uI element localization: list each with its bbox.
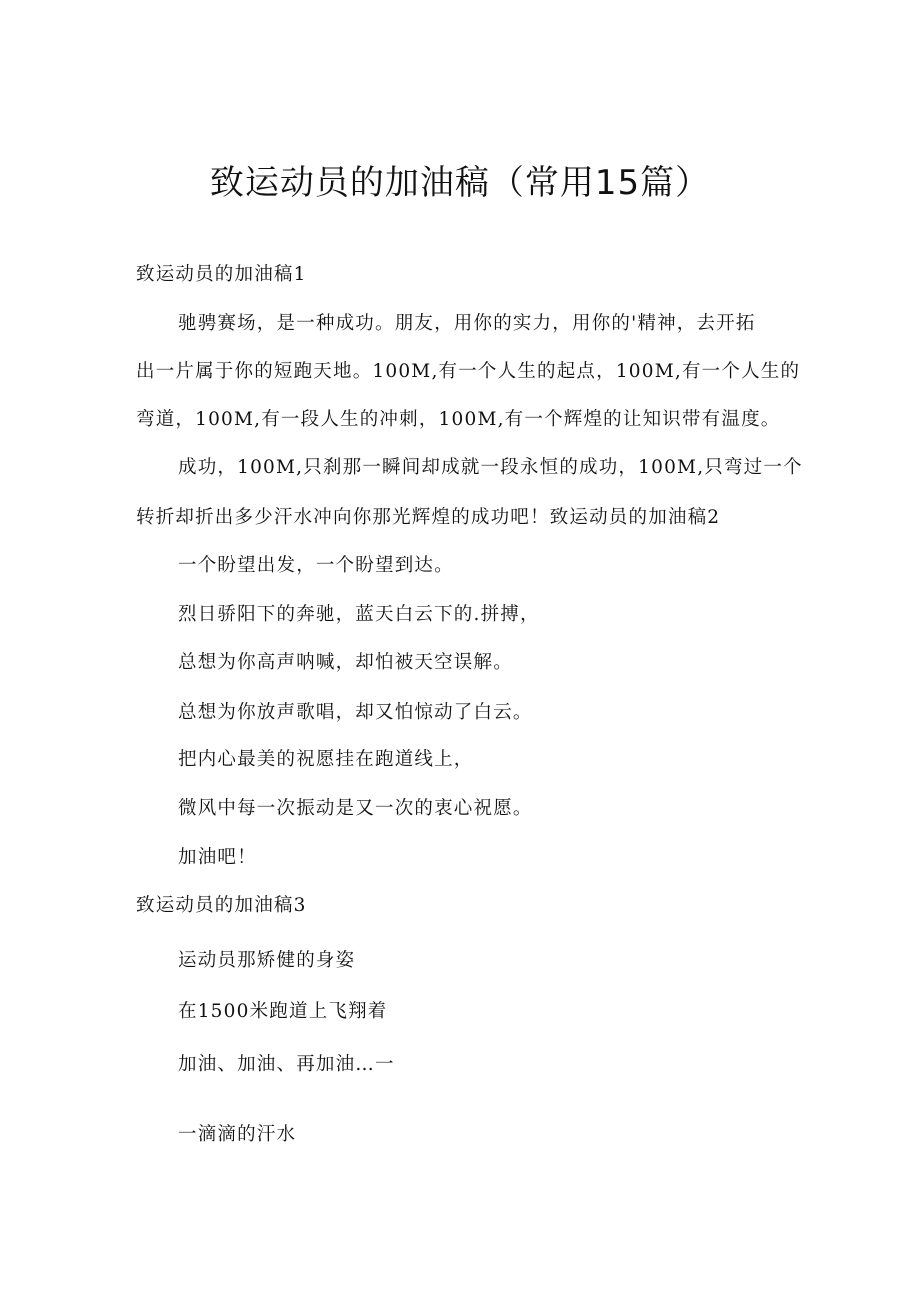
poem-line: 运动员那矫健的身姿 [178,950,356,971]
poem-line: 烈日骄阳下的奔驰，蓝天白云下的.拼搏， [178,604,540,625]
paragraph-line: 转折却折出多少汗水冲向你那光辉煌的成功吧！致运动员的加油稿2 [136,507,721,528]
poem-line: 总想为你放声歌唱，却又怕惊动了白云。 [178,702,533,723]
paragraph-line: 出一片属于你的短跑天地。100M,有一个人生的起点，100M,有一个人生的 [136,361,801,382]
poem-line: 加油、加油、再加油…一 [178,1054,395,1075]
poem-line: 微风中每一次振动是又一次的衷心祝愿。 [178,798,533,819]
poem-line: 一滴滴的汗水 [178,1124,297,1145]
document-title: 致运动员的加油稿（常用15篇） [209,163,711,203]
paragraph-line: 驰骋赛场，是一种成功。朋友，用你的实力，用你的'精神，去开拓 [178,313,756,334]
paragraph-line: 弯道，100M,有一段人生的冲刺，100M,有一个辉煌的让知识带有温度。 [136,409,781,430]
section-heading-1: 致运动员的加油稿1 [136,264,307,285]
poem-line: 一个盼望出发，一个盼望到达。 [178,555,454,576]
section-heading-3: 致运动员的加油稿3 [136,895,307,916]
poem-line: 总想为你高声呐喊，却怕被天空误解。 [178,652,513,673]
poem-line: 在1500米跑道上飞翔着 [178,1001,388,1022]
paragraph-line: 成功，100M,只刹那一瞬间却成就一段永恒的成功，100M,只弯过一个 [178,457,803,478]
poem-line: 把内心最美的祝愿挂在跑道线上， [178,749,474,770]
poem-line: 加油吧！ [178,847,257,868]
